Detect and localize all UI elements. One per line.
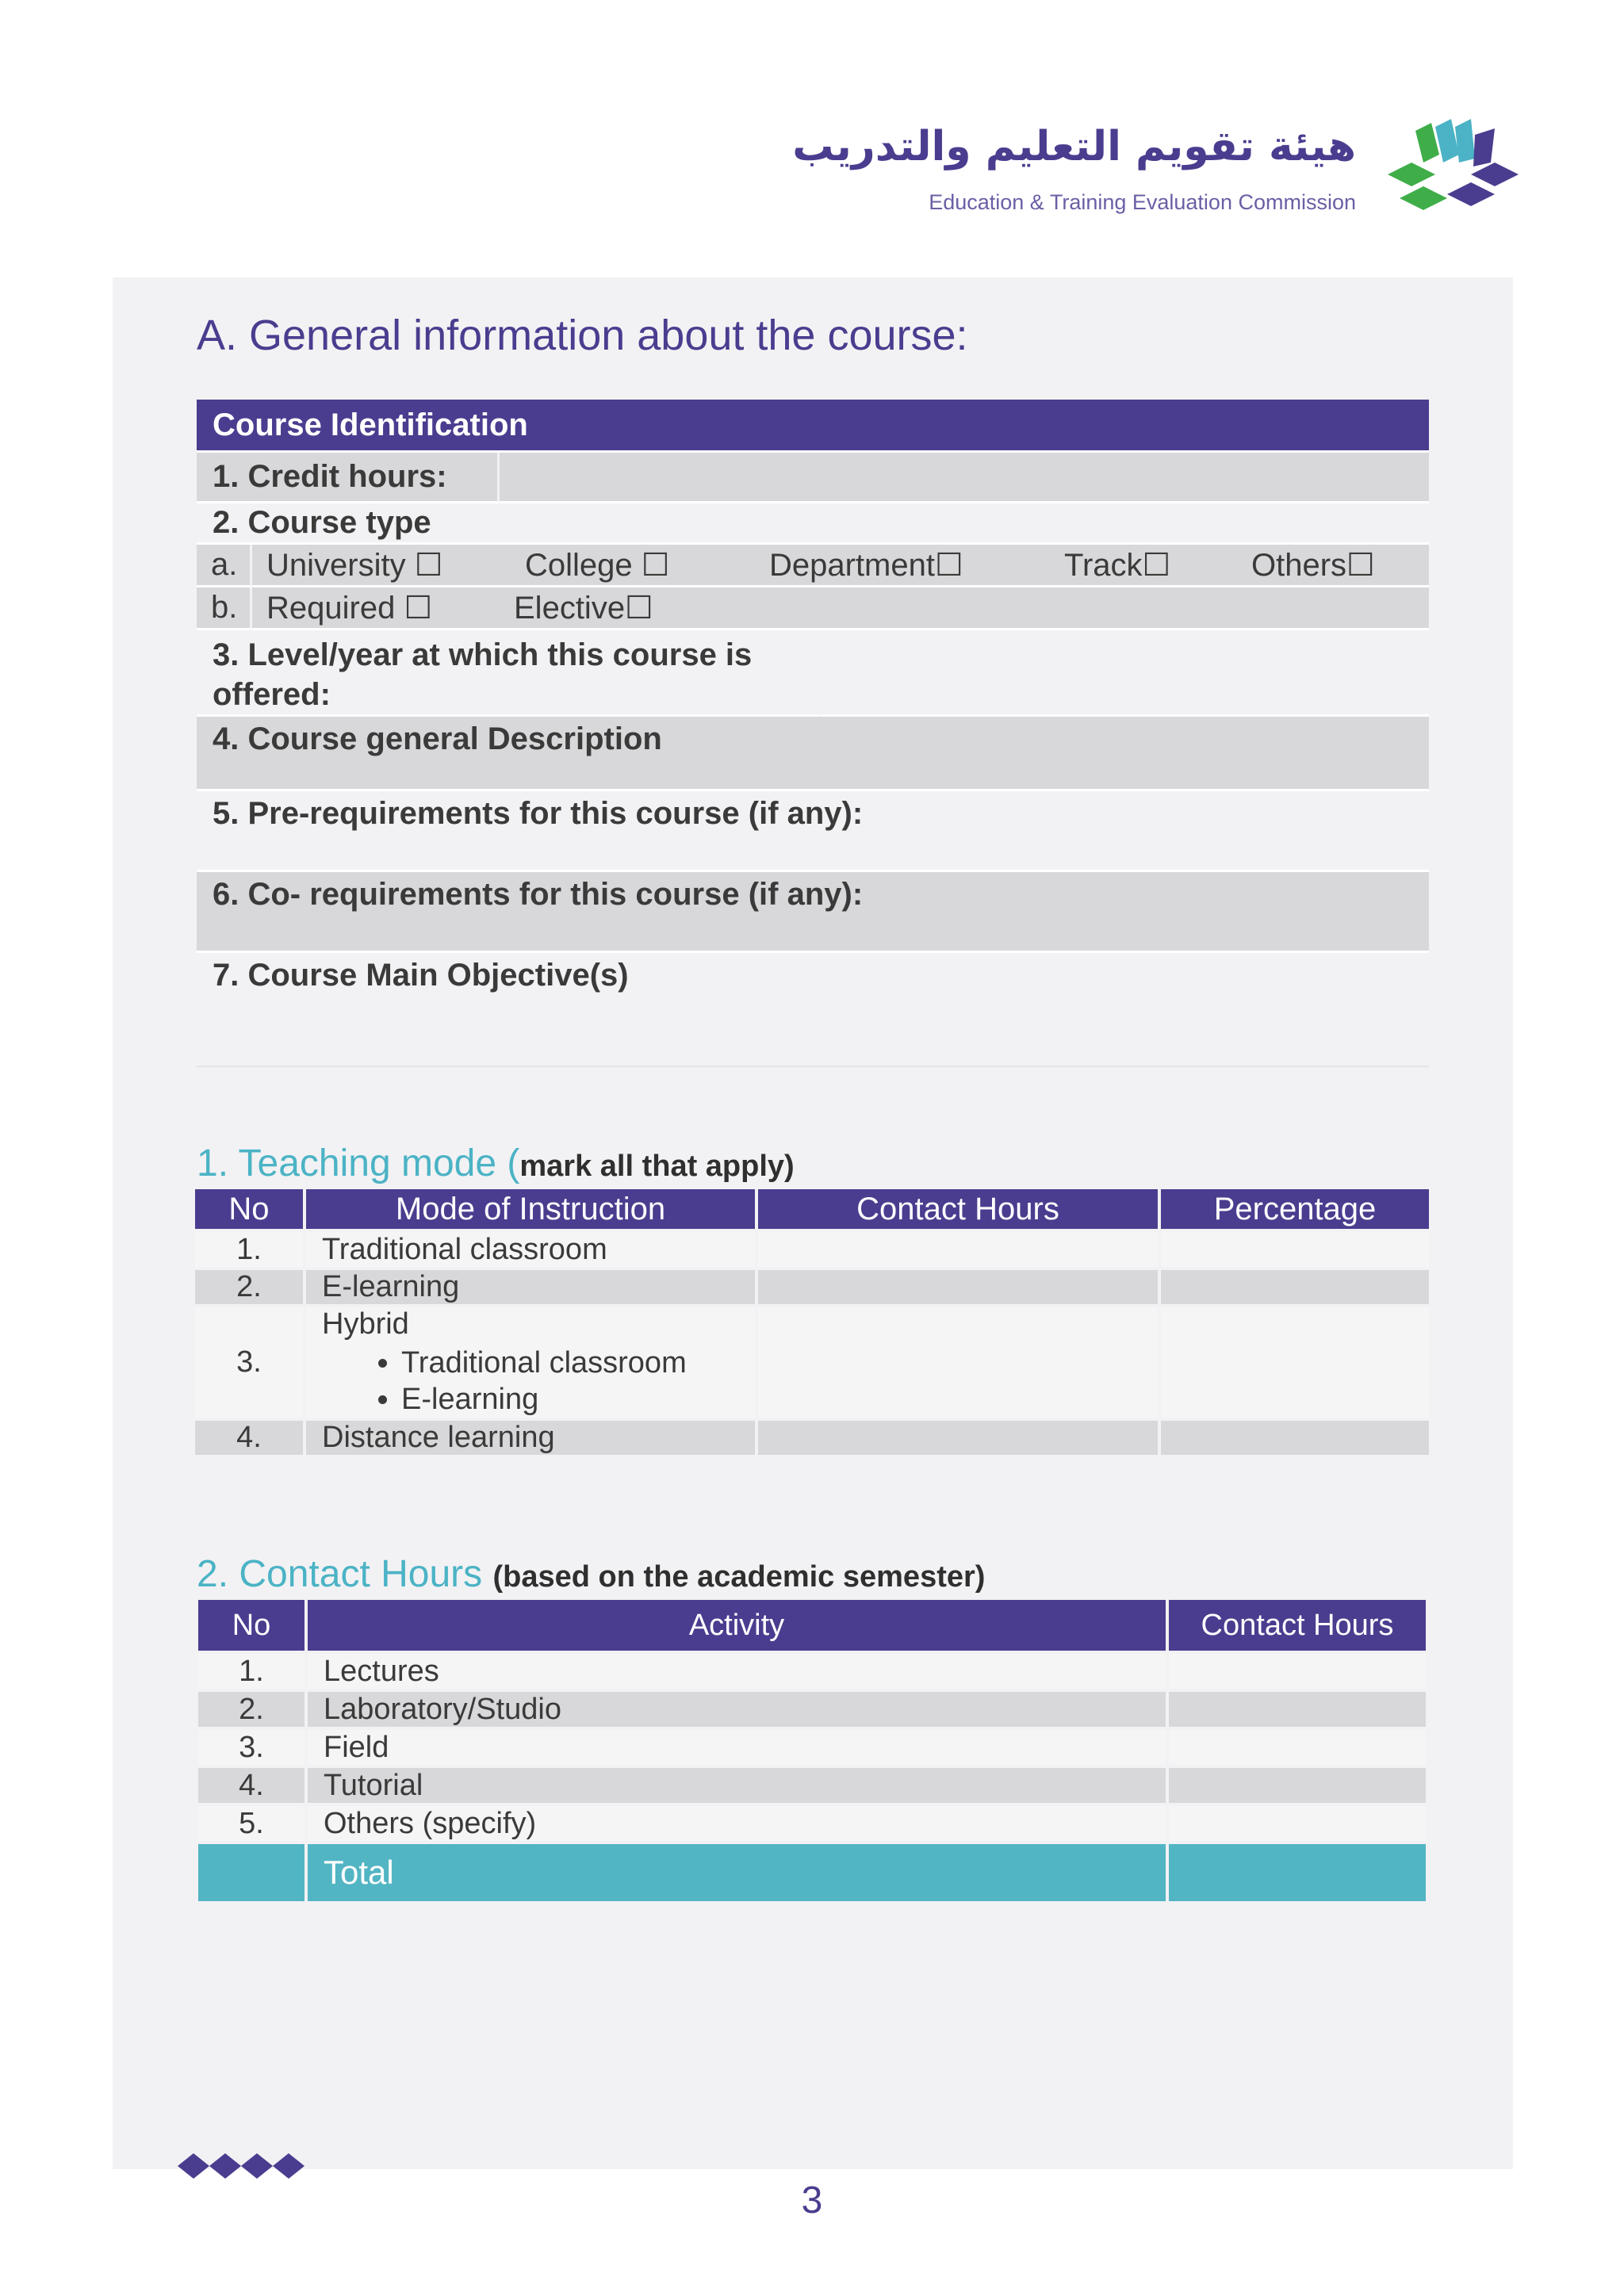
- course-type-b-options: [252, 587, 1429, 630]
- row-mode: Distance learning: [306, 1418, 758, 1455]
- column-percentage: Percentage: [1161, 1189, 1432, 1229]
- contact-hours-cell[interactable]: [758, 1267, 1161, 1304]
- total-row: [198, 1841, 1429, 1901]
- contact-hours-cell[interactable]: [1169, 1651, 1429, 1689]
- list-item: • Traditional classroom: [401, 1345, 755, 1381]
- course-identification-header: Course Identification: [197, 400, 1429, 453]
- percentage-cell[interactable]: [1161, 1304, 1432, 1418]
- table-row: [198, 1727, 1429, 1765]
- row-mode-hybrid: [306, 1304, 758, 1418]
- level-year-value[interactable]: [822, 630, 1429, 717]
- row-no: 1.: [195, 1229, 306, 1267]
- contact-hours-subtitle: (based on the academic semester): [492, 1560, 986, 1594]
- hybrid-sub-list: [322, 1345, 755, 1418]
- contact-hours-title: 2. Contact Hours: [197, 1553, 483, 1595]
- option-college-checkbox[interactable]: College ☐: [525, 547, 670, 583]
- credit-hours-label: 1. Credit hours:: [197, 453, 500, 503]
- table-row: [195, 1229, 1432, 1267]
- column-activity: Activity: [308, 1600, 1169, 1651]
- option-university-checkbox[interactable]: University ☐: [266, 547, 443, 583]
- course-description-label: 4. Course general Description: [197, 717, 1429, 791]
- row-no: 2.: [195, 1267, 306, 1304]
- percentage-cell[interactable]: [1161, 1418, 1432, 1455]
- table-row: [198, 1651, 1429, 1689]
- course-type-label: 2. Course type: [197, 503, 1429, 545]
- logo-arabic-text: هيئة تقويم التعليم والتدريب: [792, 123, 1356, 170]
- row-mode: Hybrid: [322, 1307, 409, 1341]
- column-no: No: [198, 1600, 308, 1651]
- table-row: [195, 1418, 1432, 1455]
- contact-hours-cell[interactable]: [1169, 1727, 1429, 1765]
- option-others-checkbox[interactable]: Others☐: [1251, 547, 1375, 583]
- row-activity: Laboratory/Studio: [308, 1689, 1169, 1727]
- row-no: 3.: [195, 1304, 306, 1418]
- contact-hours-cell[interactable]: [1169, 1689, 1429, 1727]
- teaching-mode-subtitle: mark all that apply): [519, 1150, 795, 1183]
- course-type-b-letter: b.: [197, 587, 252, 630]
- option-track-checkbox[interactable]: Track☐: [1064, 547, 1171, 583]
- option-elective-checkbox[interactable]: Elective☐: [514, 590, 653, 626]
- row-no: 4.: [198, 1765, 308, 1803]
- main-objectives-label: 7. Course Main Objective(s): [197, 953, 1429, 1067]
- row-no: 5.: [198, 1803, 308, 1841]
- course-identification-table: [197, 400, 1429, 1067]
- course-type-a-options: [252, 545, 1429, 587]
- contact-hours-cell[interactable]: [1169, 1765, 1429, 1803]
- teaching-mode-table: [195, 1189, 1432, 1455]
- percentage-cell[interactable]: [1161, 1229, 1432, 1267]
- total-label: Total: [308, 1841, 1169, 1901]
- page-number: 3: [801, 2179, 823, 2221]
- section-a-title: A. General information about the course:: [197, 312, 968, 359]
- logo-english-text: Education & Training Evaluation Commission: [929, 190, 1356, 214]
- row-no: 1.: [198, 1651, 308, 1689]
- table-row: [195, 1304, 1432, 1418]
- table-row: [198, 1765, 1429, 1803]
- contact-hours-cell[interactable]: [758, 1304, 1161, 1418]
- contact-hours-cell[interactable]: [758, 1229, 1161, 1267]
- contact-hours-cell[interactable]: [758, 1418, 1161, 1455]
- contact-hours-table: [198, 1600, 1429, 1901]
- table-row: [198, 1689, 1429, 1727]
- teaching-mode-title: 1. Teaching mode (: [197, 1142, 520, 1184]
- level-year-label: 3. Level/year at which this course is offered:: [197, 630, 822, 717]
- credit-hours-value[interactable]: [500, 453, 1429, 503]
- total-no-cell: [198, 1841, 308, 1901]
- percentage-cell[interactable]: [1161, 1267, 1432, 1304]
- total-contact-hours-cell[interactable]: [1169, 1841, 1429, 1901]
- list-item: • E-learning: [401, 1381, 755, 1418]
- contact-hours-heading: [197, 1552, 985, 1596]
- etec-logo-icon: [1380, 119, 1522, 222]
- corequisites-label: 6. Co- requirements for this course (if any):: [197, 872, 1429, 953]
- row-activity: Others (specify): [308, 1803, 1169, 1841]
- column-mode: Mode of Instruction: [306, 1189, 758, 1229]
- row-activity: Lectures: [308, 1651, 1169, 1689]
- etec-logo: [792, 119, 1522, 230]
- option-required-checkbox[interactable]: Required ☐: [266, 590, 433, 626]
- contact-hours-cell[interactable]: [1169, 1803, 1429, 1841]
- row-activity: Field: [308, 1727, 1169, 1765]
- row-no: 2.: [198, 1689, 308, 1727]
- row-mode: Traditional classroom: [306, 1229, 758, 1267]
- column-contact-hours: Contact Hours: [1169, 1600, 1429, 1651]
- row-no: 3.: [198, 1727, 308, 1765]
- row-no: 4.: [195, 1418, 306, 1455]
- column-no: No: [195, 1189, 306, 1229]
- option-department-checkbox[interactable]: Department☐: [769, 547, 963, 583]
- table-row: [198, 1803, 1429, 1841]
- column-contact-hours: Contact Hours: [758, 1189, 1161, 1229]
- row-mode: E-learning: [306, 1267, 758, 1304]
- table-row: [195, 1267, 1432, 1304]
- prerequisites-label: 5. Pre-requirements for this course (if any):: [197, 791, 1429, 872]
- row-activity: Tutorial: [308, 1765, 1169, 1803]
- diamond-row-icon: [176, 2150, 311, 2182]
- teaching-mode-heading: [197, 1142, 795, 1185]
- course-type-a-letter: a.: [197, 545, 252, 587]
